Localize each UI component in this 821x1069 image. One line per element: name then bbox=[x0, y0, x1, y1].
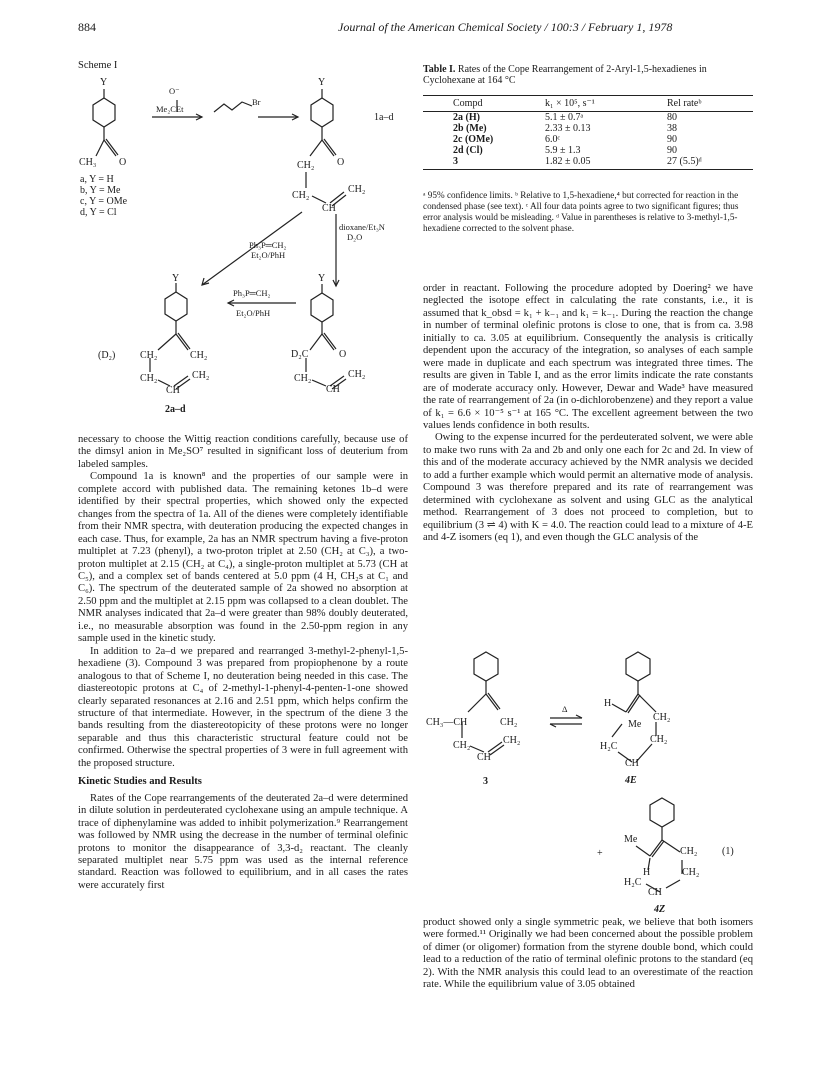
table-cell: 2b (Me) bbox=[453, 123, 487, 134]
ch2-label: CH₂ bbox=[292, 190, 310, 201]
series-item: d, Y = Cl bbox=[80, 207, 117, 218]
column-header: Compd bbox=[423, 96, 543, 112]
ch2-label: CH₂ bbox=[348, 184, 366, 195]
benzene-ring-1ad bbox=[311, 98, 333, 127]
ch-label: CH bbox=[477, 752, 491, 763]
scheme-title: Scheme I bbox=[78, 60, 118, 71]
table-cell: 2.33 ± 0.13 bbox=[545, 123, 591, 134]
o-label-2: O bbox=[337, 157, 345, 168]
ch-label: CH bbox=[322, 203, 336, 214]
compound-3-label: 3 bbox=[483, 776, 488, 787]
equation-number: (1) bbox=[722, 846, 734, 857]
benzene-ring-2ad bbox=[165, 292, 187, 321]
ch2-label: CH₂ bbox=[297, 160, 315, 171]
me-label: Me bbox=[628, 719, 642, 730]
mecet-label: Me₂CEt bbox=[156, 104, 184, 114]
table-cell: 6.0ᶜ bbox=[545, 134, 561, 145]
table-row bbox=[423, 156, 753, 170]
right-column-bottom bbox=[423, 917, 753, 992]
compound-4z-label: 4Z bbox=[654, 904, 666, 915]
h-label: H bbox=[604, 698, 612, 709]
table-cell: 38 bbox=[667, 123, 677, 134]
benzene-ring-dk bbox=[311, 293, 333, 322]
ch2-label: CH₂ bbox=[140, 373, 158, 384]
ch3-label: CH₃ bbox=[79, 157, 97, 168]
h2c-label: H₂C bbox=[624, 877, 642, 888]
h2c-label: H₂C bbox=[600, 741, 618, 752]
paragraph: Rates of the Cope rearrangements of the deuterated 2a–d were determined in dilute solution in perdeuterated cyclohexane using an ampule technique. A trace of diphenylamine was added to inhibit polymerization.⁹ Rearrangement was followed by NMR using the decrease in the number of terminal olefinic protons to monitor the disappearance of 3,3-d₂ reactant. The cleanly separated multiplet near 5.75 ppm was used as the internal reference standard. Reaction was followed to equilibrium, and in all cases the rates were accurately first bbox=[78, 792, 408, 891]
wittig-label: Ph₃P═CH₂ bbox=[249, 240, 287, 250]
table-title bbox=[423, 64, 753, 86]
br-label: Br bbox=[252, 97, 261, 107]
o-label-1: O bbox=[119, 157, 127, 168]
rates-table bbox=[423, 95, 753, 170]
journal-header: Journal of the American Chemical Society / 100:3 / February 1, 1978 bbox=[338, 20, 673, 34]
ch2-label: CH₂ bbox=[190, 350, 208, 361]
table-cell: 90 bbox=[667, 134, 677, 145]
me-label: Me bbox=[624, 834, 638, 845]
table-footnote: ᵃ 95% confidence limits. ᵇ Relative to 1,5-hexadiene,⁴ but corrected for reaction in the condensed phase (see text). ᶜ All four data points agree to two significant figures; thus error analysis would be misleading. ᵈ Value in parentheses is relative to 3-methyl-1,5-hexadiene corrected to the solvent phase. bbox=[423, 190, 739, 233]
table-header-row bbox=[423, 96, 753, 112]
compound-4e-label: 4E bbox=[625, 775, 637, 786]
wittig-label: Ph₃P═CH₂ bbox=[233, 288, 271, 298]
ch2-label: CH₂ bbox=[192, 370, 210, 381]
table-cell: 5.1 ± 0.7ᵃ bbox=[545, 112, 584, 123]
section-heading: Kinetic Studies and Results bbox=[78, 776, 202, 788]
o-label-3: O bbox=[339, 349, 347, 360]
paragraph: In addition to 2a–d we prepared and rearranged 3-methyl-2-phenyl-1,5-hexadiene (3). Compound 3 was prepared from propiophenone by a route analogous to that of Scheme I, no deuteration being needed in this case. The diastereotopic protons at C₄ of 2-methyl-1-phenyl-4-penten-1-one showed clearly separated resonances at 2.16 and 2.51 ppm, which helps confirm the structure of that intermediate. However, in the spectrum of the diene 3 the bands resulting from the diastereotopicity of these protons were no longer separable and thus this characteristic structural feature could not be confirmed. Otherwise the spectral properties of 3 were in full agreement with the proposed structure. bbox=[78, 645, 408, 769]
ch2-label: CH₂ bbox=[348, 369, 366, 380]
table-cell: 2c (OMe) bbox=[453, 134, 494, 145]
table-title-bold: Table I. bbox=[423, 64, 456, 75]
table-row bbox=[423, 123, 753, 134]
ch2-label: CH₂ bbox=[453, 740, 471, 751]
ch2-label: CH₂ bbox=[294, 373, 312, 384]
table-cell: 2a (H) bbox=[453, 112, 480, 123]
ch-label: CH bbox=[326, 384, 340, 395]
ch-label: CH bbox=[648, 887, 662, 898]
plus-sign: + bbox=[597, 848, 603, 859]
paragraph: Owing to the expense incurred for the perdeuterated solvent, we were able to make two runs with 2a and 2b and only one each for 2c and 2d. In view of this and of the moderate accuracy achieved by the NMR analysis we decided to add a further example which would permit an alternative mode of analysis. Compound 3 was therefore prepared and its rate of rearrangement was determined with cyclohexane as solvent and using GLC as the analytical method. Rearrangement of 3 does not proceed to completion, but to equilibrium (3 ⇌ 4) with K = 4.0. The reaction could lead to a mixture of 4-E and 4-Z isomers (eq 1), and even though the GLC analysis of the bbox=[423, 432, 753, 544]
ch2-label: CH₂ bbox=[653, 712, 671, 723]
ch3ch-label: CH₃—CH bbox=[426, 717, 468, 728]
ch2-label: CH₂ bbox=[650, 734, 668, 745]
y-label-1: Y bbox=[100, 77, 108, 88]
benzene-ring-4e bbox=[626, 652, 650, 681]
table-cell: 80 bbox=[667, 112, 677, 123]
benzene-ring-3 bbox=[474, 652, 498, 681]
h-label: H bbox=[643, 867, 651, 878]
d2-label: (D₂) bbox=[98, 350, 116, 361]
d2o-label: D₂O bbox=[347, 232, 363, 242]
y-label-3: Y bbox=[172, 273, 180, 284]
page-number: 884 bbox=[78, 20, 96, 34]
table-row bbox=[423, 134, 753, 145]
series-item: a, Y = H bbox=[80, 174, 114, 185]
dioxane-label: dioxane/Et₃N bbox=[339, 222, 385, 232]
table-cell: 1.82 ± 0.05 bbox=[543, 156, 665, 170]
series-item: c, Y = OMe bbox=[80, 196, 128, 207]
table-title-text: Rates of the Cope Rearrangement of 2-Aryl-1,5-hexadienes in Cyclohexane at 164 °C bbox=[423, 64, 707, 86]
delta-label: Δ bbox=[562, 704, 568, 714]
benzene-ring-4z bbox=[650, 798, 674, 827]
compound-1ad-label: 1a–d bbox=[374, 112, 394, 123]
paragraph: necessary to choose the Wittig reaction conditions carefully, because use of the dimsyl anion in Me₂SO⁷ resulted in significant loss of deuterium from labeled samples. bbox=[78, 434, 408, 470]
right-column bbox=[423, 283, 753, 545]
paragraph: order in reactant. Following the procedure adopted by Doering² we have neglected the isotope effect in calculating the rate constants, i.e., it is assumed that k_obsd = k₁ + k₋₁ and k₁ = k₋₁. During the reaction the change in number of terminal olefinic protons is close to one, that is from ca. 3.98 initially to ca. 3.05 at equilibrium. Consequently the analysis is critically dependent upon the accuracy of the integration, so analyses of each sample were made in duplicate and each spectrum was integrated three times. The results are given in Table I, and as the error limits indicate the rate constants are of moderate accuracy only. However, Dewar and Wade³ have measured the rate of rearrangement of 2a (in o-dichlorobenzene) and they report a value of k₁ = 6.6 × 10⁻⁵ s⁻¹ at 165 °C. The excellent agreement between the two values lends confidence in both results. bbox=[423, 283, 754, 431]
table-cell: 90 bbox=[667, 145, 677, 156]
benzene-ring-1 bbox=[93, 98, 115, 127]
wittig-solvent-label: Et₂O/PhH bbox=[251, 250, 286, 260]
table-cell: 27 (5.5)ᵈ bbox=[665, 156, 753, 170]
d2c-label: D₂C bbox=[291, 349, 309, 360]
table-row bbox=[423, 145, 753, 156]
ch2-label: CH₂ bbox=[682, 867, 700, 878]
series-list bbox=[80, 174, 127, 218]
ch-label: CH bbox=[166, 385, 180, 396]
ch2-label: CH₂ bbox=[680, 846, 698, 857]
column-header: Rel rateᵇ bbox=[665, 96, 753, 112]
anion-label: O⁻ bbox=[169, 86, 180, 96]
left-column bbox=[78, 434, 408, 892]
y-label-4: Y bbox=[318, 273, 326, 284]
column-header: k₁ × 10⁵, s⁻¹ bbox=[543, 96, 665, 112]
ch2-label: CH₂ bbox=[500, 717, 518, 728]
table-row bbox=[423, 112, 753, 124]
ch2-label: CH₂ bbox=[503, 735, 521, 746]
paragraph: product showed only a single symmetric peak, we believe that both isomers were formed.¹¹ Originally we had been concerned about the possible problem of dimer (or oligomer) formation from the styrene double bond, which could lead to a reduction of the ratio of terminal olefinic protons to the standard (eq 2). With the NMR analysis this could lead to an overestimate of the reaction rate. While the equilibrium value of 3.05 obtained bbox=[423, 917, 753, 991]
ch2-label: CH₂ bbox=[140, 350, 158, 361]
table-cell: 2d (Cl) bbox=[453, 145, 483, 156]
paragraph: Compound 1a is known⁸ and the properties of our sample were in complete accord with published data. The remaining ketones 1b–d were identified by their spectral properties, which showed only the expected changes from the spectra of 1a. All of the dienes were completely identifiable from their NMR spectra, with deuteration producing the expected changes in each case. Thus, for example, 2a has an NMR spectrum having a five-proton multiplet at 7.23 (phenyl), a two-proton triplet at 2.50 (CH₂ at C₃), a two-proton multiplet at 2.15 (CH₂ at C₄), a single-proton multiplet at 5.73 (CH at C₅), and a complex set of bands centered at 5.0 ppm (4 H, CH₂s at C₁ and C₆). The spectrum of the deuterated sample of 2a showed no absorption at 2.50 ppm and the multiplet at 2.15 ppm was collapsed to a clean doublet. The NMR analyses indicated that 2a–d were greater than 98% doubly deuterated, i.e., no measurable absorption was found in the 2.50-ppm region in any sample used in the kinetic study. bbox=[78, 471, 408, 645]
series-item: b, Y = Me bbox=[80, 185, 121, 196]
ch-label: CH bbox=[625, 758, 639, 769]
y-label-2: Y bbox=[318, 77, 326, 88]
compound-2ad-label: 2a–d bbox=[165, 404, 186, 415]
wittig-solvent-label: Et₂O/PhH bbox=[236, 308, 271, 318]
table-cell: 5.9 ± 1.3 bbox=[545, 145, 581, 156]
table-cell: 3 bbox=[423, 156, 543, 170]
